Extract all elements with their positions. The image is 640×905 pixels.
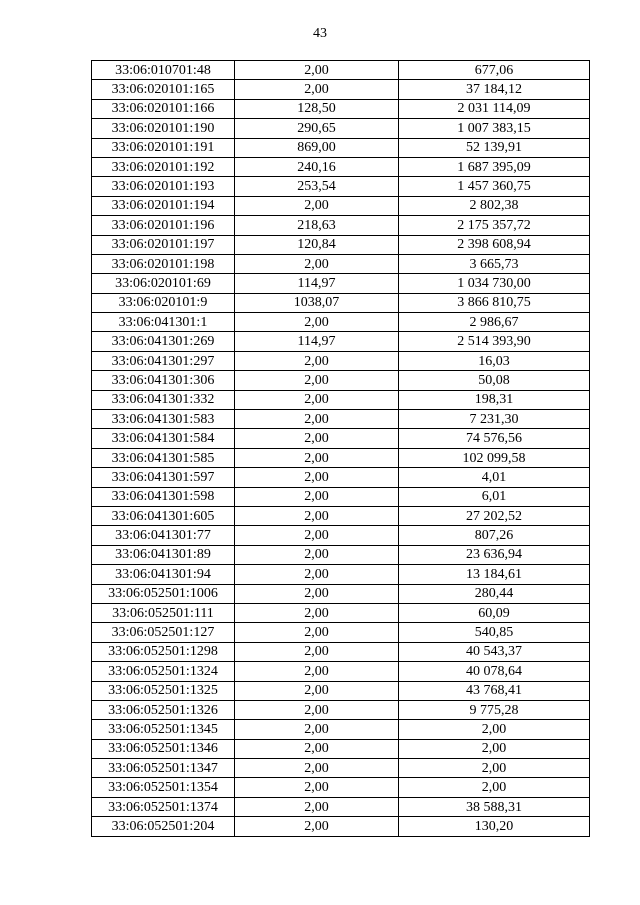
area-cell: 2,00 bbox=[235, 681, 399, 700]
cadastral-number-cell: 33:06:041301:584 bbox=[92, 429, 235, 448]
value-cell: 2 398 608,94 bbox=[399, 235, 590, 254]
value-cell: 807,26 bbox=[399, 526, 590, 545]
table-row bbox=[92, 61, 590, 80]
value-cell: 13 184,61 bbox=[399, 565, 590, 584]
value-cell: 2,00 bbox=[399, 759, 590, 778]
value-cell: 16,03 bbox=[399, 351, 590, 370]
table-body bbox=[92, 61, 590, 837]
table-row bbox=[92, 448, 590, 467]
value-cell: 4,01 bbox=[399, 468, 590, 487]
cadastral-number-cell: 33:06:041301:583 bbox=[92, 410, 235, 429]
table-row bbox=[92, 235, 590, 254]
area-cell: 2,00 bbox=[235, 739, 399, 758]
table-row bbox=[92, 196, 590, 215]
cadastral-number-cell: 33:06:041301:89 bbox=[92, 545, 235, 564]
area-cell: 1038,07 bbox=[235, 293, 399, 312]
cadastral-number-cell: 33:06:020101:192 bbox=[92, 157, 235, 176]
area-cell: 2,00 bbox=[235, 448, 399, 467]
cadastral-number-cell: 33:06:020101:69 bbox=[92, 274, 235, 293]
value-cell: 9 775,28 bbox=[399, 700, 590, 719]
table-row bbox=[92, 623, 590, 642]
value-cell: 43 768,41 bbox=[399, 681, 590, 700]
area-cell: 2,00 bbox=[235, 487, 399, 506]
value-cell: 198,31 bbox=[399, 390, 590, 409]
value-cell: 23 636,94 bbox=[399, 545, 590, 564]
cadastral-number-cell: 33:06:041301:598 bbox=[92, 487, 235, 506]
area-cell: 128,50 bbox=[235, 99, 399, 118]
cadastral-number-cell: 33:06:052501:1354 bbox=[92, 778, 235, 797]
table-row bbox=[92, 506, 590, 525]
cadastral-number-cell: 33:06:052501:1345 bbox=[92, 720, 235, 739]
table-row bbox=[92, 177, 590, 196]
value-cell: 3 866 810,75 bbox=[399, 293, 590, 312]
table-row bbox=[92, 487, 590, 506]
value-cell: 280,44 bbox=[399, 584, 590, 603]
cadastral-number-cell: 33:06:052501:1324 bbox=[92, 662, 235, 681]
cadastral-number-cell: 33:06:020101:165 bbox=[92, 80, 235, 99]
value-cell: 40 543,37 bbox=[399, 642, 590, 661]
value-cell: 2 514 393,90 bbox=[399, 332, 590, 351]
cadastral-number-cell: 33:06:020101:9 bbox=[92, 293, 235, 312]
area-cell: 2,00 bbox=[235, 797, 399, 816]
page-number: 43 bbox=[313, 26, 327, 41]
area-cell: 2,00 bbox=[235, 80, 399, 99]
area-cell: 2,00 bbox=[235, 506, 399, 525]
cadastral-number-cell: 33:06:041301:306 bbox=[92, 371, 235, 390]
area-cell: 218,63 bbox=[235, 216, 399, 235]
table-row bbox=[92, 565, 590, 584]
value-cell: 6,01 bbox=[399, 487, 590, 506]
value-cell: 3 665,73 bbox=[399, 254, 590, 273]
value-cell: 50,08 bbox=[399, 371, 590, 390]
area-cell: 2,00 bbox=[235, 817, 399, 836]
area-cell: 253,54 bbox=[235, 177, 399, 196]
table-row bbox=[92, 332, 590, 351]
cadastral-number-cell: 33:06:041301:597 bbox=[92, 468, 235, 487]
table-row bbox=[92, 603, 590, 622]
table-row bbox=[92, 700, 590, 719]
table-row bbox=[92, 662, 590, 681]
cadastral-number-cell: 33:06:052501:111 bbox=[92, 603, 235, 622]
table-row bbox=[92, 468, 590, 487]
area-cell: 2,00 bbox=[235, 429, 399, 448]
table-row bbox=[92, 817, 590, 836]
value-cell: 102 099,58 bbox=[399, 448, 590, 467]
cadastral-number-cell: 33:06:052501:1006 bbox=[92, 584, 235, 603]
cadastral-number-cell: 33:06:041301:297 bbox=[92, 351, 235, 370]
value-cell: 677,06 bbox=[399, 61, 590, 80]
table-row bbox=[92, 119, 590, 138]
table-row bbox=[92, 526, 590, 545]
table-row bbox=[92, 293, 590, 312]
area-cell: 114,97 bbox=[235, 332, 399, 351]
cadastral-number-cell: 33:06:052501:1346 bbox=[92, 739, 235, 758]
table-row bbox=[92, 99, 590, 118]
area-cell: 290,65 bbox=[235, 119, 399, 138]
value-cell: 540,85 bbox=[399, 623, 590, 642]
cadastral-number-cell: 33:06:052501:1374 bbox=[92, 797, 235, 816]
cadastral-number-cell: 33:06:041301:94 bbox=[92, 565, 235, 584]
value-cell: 2,00 bbox=[399, 739, 590, 758]
cadastral-number-cell: 33:06:020101:190 bbox=[92, 119, 235, 138]
area-cell: 2,00 bbox=[235, 313, 399, 332]
cadastral-number-cell: 33:06:010701:48 bbox=[92, 61, 235, 80]
table-row bbox=[92, 545, 590, 564]
area-cell: 869,00 bbox=[235, 138, 399, 157]
value-cell: 74 576,56 bbox=[399, 429, 590, 448]
table-row bbox=[92, 80, 590, 99]
cadastral-number-cell: 33:06:052501:204 bbox=[92, 817, 235, 836]
table-row bbox=[92, 274, 590, 293]
cadastral-table bbox=[91, 60, 590, 837]
area-cell: 2,00 bbox=[235, 565, 399, 584]
table-row bbox=[92, 390, 590, 409]
value-cell: 60,09 bbox=[399, 603, 590, 622]
value-cell: 2 175 357,72 bbox=[399, 216, 590, 235]
table-row bbox=[92, 313, 590, 332]
value-cell: 1 007 383,15 bbox=[399, 119, 590, 138]
table-row bbox=[92, 429, 590, 448]
value-cell: 37 184,12 bbox=[399, 80, 590, 99]
cadastral-number-cell: 33:06:041301:332 bbox=[92, 390, 235, 409]
cadastral-number-cell: 33:06:020101:191 bbox=[92, 138, 235, 157]
cadastral-number-cell: 33:06:052501:127 bbox=[92, 623, 235, 642]
area-cell: 240,16 bbox=[235, 157, 399, 176]
cadastral-number-cell: 33:06:020101:196 bbox=[92, 216, 235, 235]
area-cell: 2,00 bbox=[235, 545, 399, 564]
cadastral-number-cell: 33:06:041301:77 bbox=[92, 526, 235, 545]
value-cell: 2,00 bbox=[399, 720, 590, 739]
table-row bbox=[92, 254, 590, 273]
table-row bbox=[92, 681, 590, 700]
area-cell: 2,00 bbox=[235, 759, 399, 778]
value-cell: 7 231,30 bbox=[399, 410, 590, 429]
table-row bbox=[92, 410, 590, 429]
cadastral-number-cell: 33:06:020101:166 bbox=[92, 99, 235, 118]
value-cell: 52 139,91 bbox=[399, 138, 590, 157]
area-cell: 2,00 bbox=[235, 254, 399, 273]
value-cell: 27 202,52 bbox=[399, 506, 590, 525]
value-cell: 1 457 360,75 bbox=[399, 177, 590, 196]
table-row bbox=[92, 797, 590, 816]
table-row bbox=[92, 759, 590, 778]
table-row bbox=[92, 720, 590, 739]
area-cell: 2,00 bbox=[235, 720, 399, 739]
area-cell: 2,00 bbox=[235, 468, 399, 487]
table-row bbox=[92, 739, 590, 758]
value-cell: 2 031 114,09 bbox=[399, 99, 590, 118]
area-cell: 2,00 bbox=[235, 778, 399, 797]
cadastral-number-cell: 33:06:020101:197 bbox=[92, 235, 235, 254]
area-cell: 2,00 bbox=[235, 61, 399, 80]
area-cell: 2,00 bbox=[235, 700, 399, 719]
table-row bbox=[92, 371, 590, 390]
area-cell: 2,00 bbox=[235, 390, 399, 409]
table-row bbox=[92, 642, 590, 661]
area-cell: 2,00 bbox=[235, 526, 399, 545]
cadastral-number-cell: 33:06:052501:1325 bbox=[92, 681, 235, 700]
value-cell: 1 687 395,09 bbox=[399, 157, 590, 176]
table-row bbox=[92, 157, 590, 176]
value-cell: 2,00 bbox=[399, 778, 590, 797]
cadastral-number-cell: 33:06:020101:198 bbox=[92, 254, 235, 273]
value-cell: 2 986,67 bbox=[399, 313, 590, 332]
cadastral-number-cell: 33:06:041301:585 bbox=[92, 448, 235, 467]
area-cell: 2,00 bbox=[235, 623, 399, 642]
value-cell: 40 078,64 bbox=[399, 662, 590, 681]
area-cell: 120,84 bbox=[235, 235, 399, 254]
value-cell: 130,20 bbox=[399, 817, 590, 836]
table-row bbox=[92, 584, 590, 603]
table-row bbox=[92, 778, 590, 797]
cadastral-number-cell: 33:06:041301:1 bbox=[92, 313, 235, 332]
area-cell: 114,97 bbox=[235, 274, 399, 293]
cadastral-number-cell: 33:06:052501:1347 bbox=[92, 759, 235, 778]
table-row bbox=[92, 351, 590, 370]
cadastral-number-cell: 33:06:020101:194 bbox=[92, 196, 235, 215]
area-cell: 2,00 bbox=[235, 642, 399, 661]
area-cell: 2,00 bbox=[235, 603, 399, 622]
area-cell: 2,00 bbox=[235, 351, 399, 370]
area-cell: 2,00 bbox=[235, 584, 399, 603]
value-cell: 1 034 730,00 bbox=[399, 274, 590, 293]
area-cell: 2,00 bbox=[235, 410, 399, 429]
value-cell: 38 588,31 bbox=[399, 797, 590, 816]
cadastral-number-cell: 33:06:020101:193 bbox=[92, 177, 235, 196]
cadastral-number-cell: 33:06:052501:1298 bbox=[92, 642, 235, 661]
cadastral-number-cell: 33:06:041301:269 bbox=[92, 332, 235, 351]
table-row bbox=[92, 216, 590, 235]
area-cell: 2,00 bbox=[235, 371, 399, 390]
cadastral-number-cell: 33:06:041301:605 bbox=[92, 506, 235, 525]
cadastral-number-cell: 33:06:052501:1326 bbox=[92, 700, 235, 719]
area-cell: 2,00 bbox=[235, 196, 399, 215]
table-row bbox=[92, 138, 590, 157]
value-cell: 2 802,38 bbox=[399, 196, 590, 215]
area-cell: 2,00 bbox=[235, 662, 399, 681]
